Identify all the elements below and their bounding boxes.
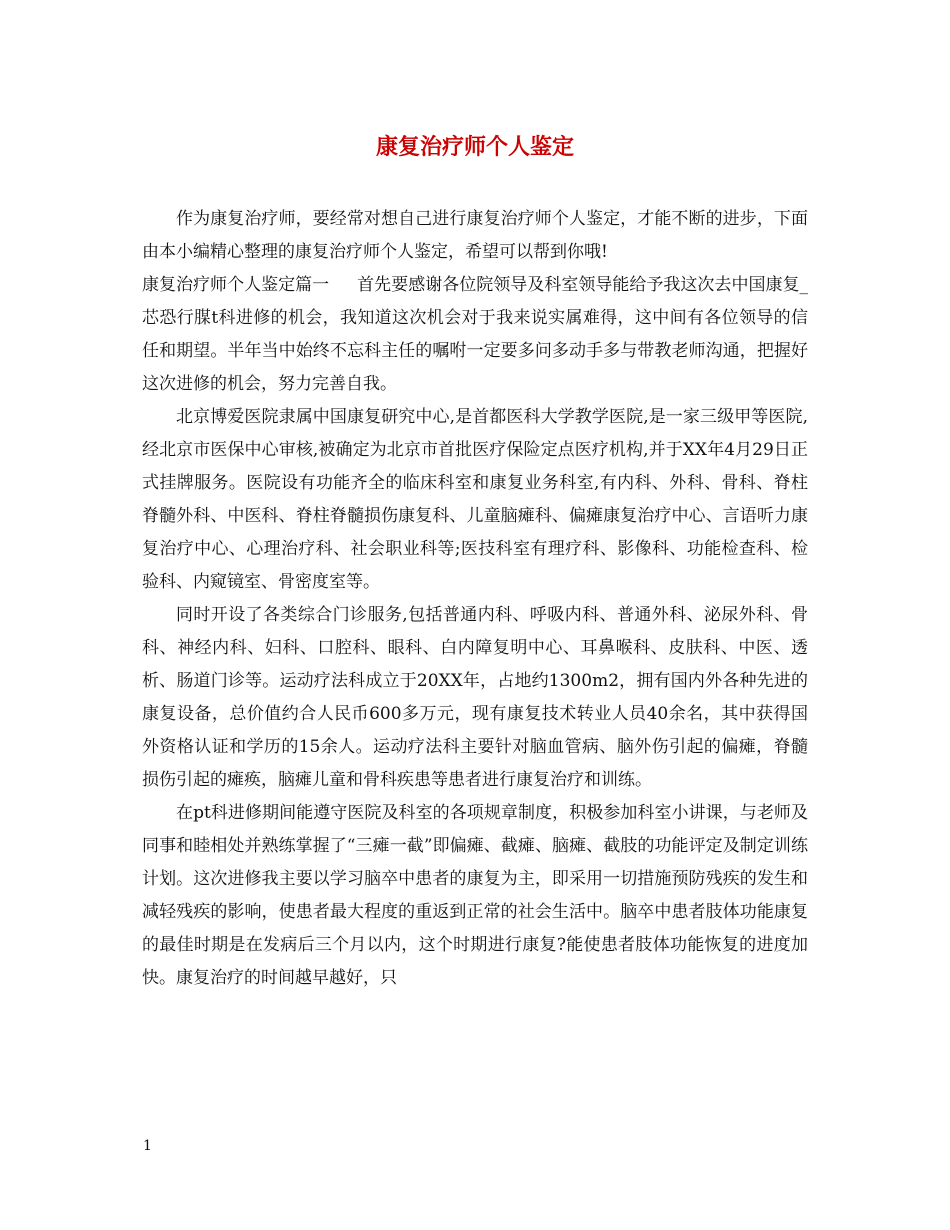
- page-number: 1: [143, 1138, 152, 1154]
- section-paragraph: [142, 269, 808, 401]
- body-paragraph-hospital: 北京博爱医院隶属中国康复研究中心,是首都医科大学教学医院,是一家三级甲等医院,经北京市医保中心审核,被确定为北京市首批医疗保险定点医疗机构,并于XX年4月29日正式挂牌服务。医院设有功能齐全的临床科室和康复业务科室,有内科、外科、骨科、脊柱脊髓外科、中医科、脊柱脊髓损伤康复科、儿童脑瘫科、偏瘫康复治疗中心、言语听力康复治疗中心、心理治疗科、社会职业科等;医技科室有理疗科、影像科、功能检查科、检验科、内窥镜室、骨密度室等。: [142, 407, 808, 592]
- document-title: 康复治疗师个人鉴定: [375, 134, 574, 160]
- intro-paragraph: 作为康复治疗师，要经常对想自己进行康复治疗师个人鉴定，才能不断的进步，下面由本小编精心整理的康复治疗师个人鉴定，希望可以帮到你哦!: [142, 209, 808, 262]
- section-first-text: 首先要感谢各位院领导及科室领导能给予我这次去中国康复_芯恐行腜t科进修的机会，我知道这次机会对于我来说实属难得，这中间有各位领导的信任和期望。半年当中始终不忘科主任的嘱咐一定要多问多动手多与带教老师沟通，把握好这次进修的机会，努力完善自我。: [142, 275, 809, 394]
- body-paragraph-training: 在pt科进修期间能遵守医院及科室的各项规章制度，积极参加科室小讲课，与老师及同事和睦相处并熟练掌握了“三瘫一截”即偏瘫、截瘫、脑瘫、截肢的功能评定及制定训练计划。这次进修我主要以学习脑卒中患者的康复为主，即采用一切措施预防残疾的发生和减轻残疾的影响，使患者最大程度的重返到正常的社会生活中。脑卒中患者肢体功能康复的最佳时期是在发病后三个月以内，这个时期进行康复?能使患者肢体功能恢复的进度加快。康复治疗的时间越早越好，只: [142, 803, 808, 988]
- section-heading: 康复治疗师个人鉴定篇一: [142, 275, 330, 295]
- document-body: [142, 203, 808, 995]
- body-paragraph-outpatient: 同时开设了各类综合门诊服务,包括普通内科、呼吸内科、普通外科、泌尿外科、骨科、神经内科、妇科、口腔科、眼科、白内障复明中心、耳鼻喉科、皮肤科、中医、透析、肠道门诊等。运动疗法科成立于20XX年，占地约1300m2，拥有国内外各种先进的康复设备，总价值约合人民币600多万元，现有康复技术转业人员40余名，其中获得国外资格认证和学历的15余人。运动疗法科主要针对脑血管病、脑外伤引起的偏瘫，脊髓损伤引起的瘫痪，脑瘫儿童和骨科疾患等患者进行康复治疗和训练。: [142, 605, 808, 790]
